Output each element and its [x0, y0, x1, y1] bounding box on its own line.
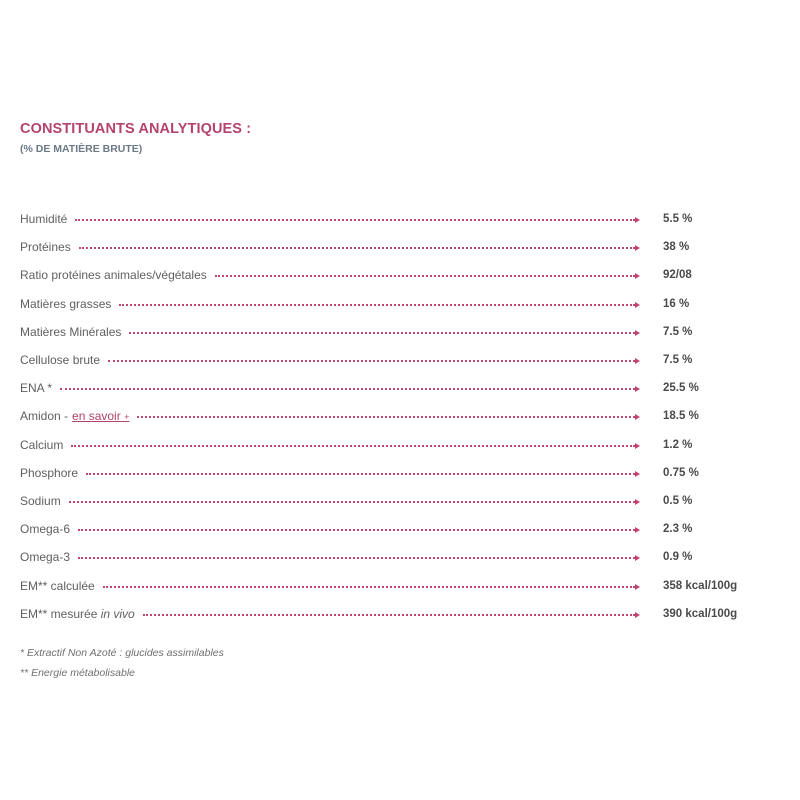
table-row	[20, 290, 780, 318]
row-label-text: EM** mesurée	[20, 606, 98, 621]
row-label-text: Phosphore	[20, 465, 79, 480]
table-row	[20, 487, 780, 515]
row-label-text: Ratio protéines animales/végétales	[20, 268, 207, 283]
row-value: 18.5 %	[663, 410, 699, 423]
footnote-ena: * Extractif Non Azoté : glucides assimilables	[20, 647, 224, 659]
table-row	[20, 571, 780, 599]
table-row	[20, 543, 780, 571]
plus-icon: +	[124, 412, 130, 423]
arrow-right-icon	[635, 386, 640, 392]
arrow-right-icon	[635, 499, 640, 505]
row-label	[20, 494, 61, 508]
row-label	[20, 607, 135, 621]
dotted-leader	[75, 219, 635, 221]
row-label-text: Humidité	[20, 212, 68, 227]
dotted-leader	[103, 586, 635, 588]
arrow-right-icon	[635, 330, 640, 336]
dotted-leader	[108, 360, 635, 362]
row-value: 5.5 %	[663, 213, 693, 226]
row-label-text: EM** calculée	[20, 578, 95, 593]
row-value: 2.3 %	[663, 523, 693, 536]
row-value: 0.75 %	[663, 466, 699, 479]
dotted-leader	[119, 304, 635, 306]
table-row	[20, 233, 780, 261]
arrow-right-icon	[635, 217, 640, 223]
table-row	[20, 431, 780, 459]
dotted-leader	[69, 501, 635, 503]
learn-more-link[interactable]	[72, 409, 129, 423]
table-row	[20, 402, 780, 430]
row-label	[20, 579, 95, 593]
arrow-right-icon	[635, 612, 640, 618]
dotted-leader	[137, 416, 635, 418]
row-label	[20, 466, 78, 480]
row-label-text: Amidon -	[20, 409, 69, 424]
arrow-right-icon	[635, 527, 640, 533]
row-label-text: Sodium	[20, 493, 61, 508]
row-label	[20, 240, 71, 254]
table-row	[20, 205, 780, 233]
row-value: 7.5 %	[663, 354, 693, 367]
row-value: 25.5 %	[663, 382, 699, 395]
table-row	[20, 261, 780, 289]
table-row	[20, 459, 780, 487]
row-label-text: Protéines	[20, 240, 71, 255]
dotted-leader	[60, 388, 635, 390]
row-label-text: Matières Minérales	[20, 324, 122, 339]
row-value: 0.5 %	[663, 494, 693, 507]
row-value: 7.5 %	[663, 325, 693, 338]
arrow-right-icon	[635, 414, 640, 420]
row-label	[20, 409, 129, 423]
row-label-text: Cellulose brute	[20, 353, 101, 368]
arrow-right-icon	[635, 555, 640, 561]
arrow-right-icon	[635, 471, 640, 477]
table-row	[20, 374, 780, 402]
learn-more-text: en savoir	[72, 409, 121, 424]
row-value: 1.2 %	[663, 438, 693, 451]
footnotes	[20, 643, 224, 683]
dotted-leader	[78, 557, 635, 559]
table-row	[20, 515, 780, 543]
dotted-leader	[143, 614, 635, 616]
table-row	[20, 600, 780, 628]
analytic-table	[20, 205, 780, 628]
dotted-leader	[78, 529, 635, 531]
arrow-right-icon	[635, 584, 640, 590]
row-label-text: ENA *	[20, 381, 53, 396]
arrow-right-icon	[635, 245, 640, 251]
row-value: 390 kcal/100g	[663, 607, 738, 620]
dotted-leader	[215, 275, 635, 277]
row-label	[20, 353, 100, 367]
row-label	[20, 325, 121, 339]
dotted-leader	[129, 332, 635, 334]
row-label	[20, 268, 207, 282]
dotted-leader	[71, 445, 635, 447]
table-row	[20, 346, 780, 374]
row-label-text: Omega-3	[20, 550, 71, 565]
row-label	[20, 381, 52, 395]
row-value: 92/08	[663, 269, 692, 282]
row-label-italic: in vivo	[100, 606, 135, 621]
dotted-leader	[79, 247, 635, 249]
dotted-leader	[86, 473, 635, 475]
row-label	[20, 438, 63, 452]
section-subtitle: (% DE MATIÈRE BRUTE)	[20, 143, 143, 155]
row-label	[20, 550, 70, 564]
row-value: 0.9 %	[663, 551, 693, 564]
row-label	[20, 212, 67, 226]
footnote-em: ** Energie métabolisable	[20, 667, 135, 679]
row-label-text: Omega-6	[20, 522, 71, 537]
row-label-text: Calcium	[20, 437, 64, 452]
row-label-text: Matières grasses	[20, 296, 112, 311]
section-title: CONSTITUANTS ANALYTIQUES :	[20, 121, 252, 137]
row-value: 38 %	[663, 241, 690, 254]
table-row	[20, 318, 780, 346]
arrow-right-icon	[635, 358, 640, 364]
arrow-right-icon	[635, 443, 640, 449]
row-label	[20, 522, 70, 536]
row-value: 16 %	[663, 297, 690, 310]
arrow-right-icon	[635, 273, 640, 279]
row-value: 358 kcal/100g	[663, 579, 738, 592]
row-label	[20, 297, 111, 311]
arrow-right-icon	[635, 302, 640, 308]
